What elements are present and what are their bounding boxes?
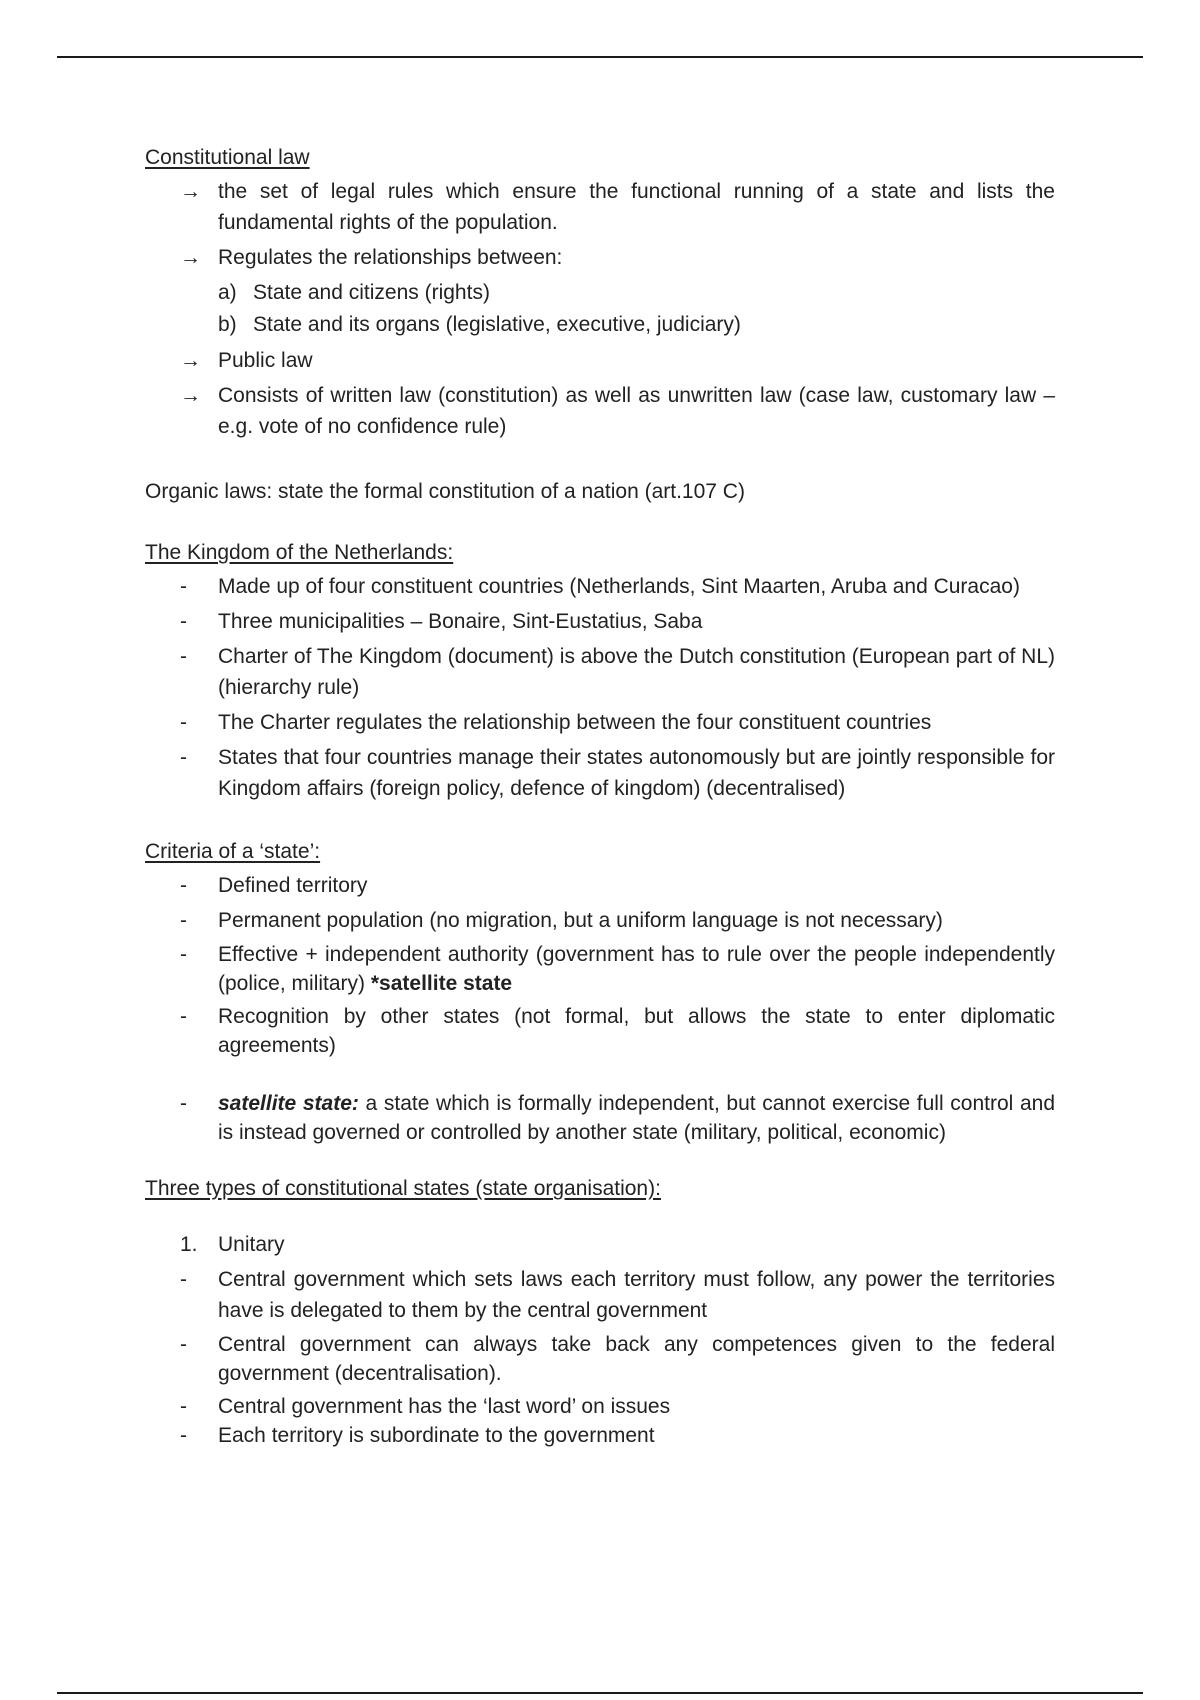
list-item-text: Central government which sets laws each territory must follow, any power the territories have is delegated to them by the central government bbox=[218, 1268, 1055, 1322]
satellite-state-definition: a state which is formally independent, but cannot exercise full control and is instead governed or controlled by another state (military, political, economic) bbox=[218, 1092, 1055, 1144]
sub-list-item bbox=[145, 277, 1055, 308]
list-item-text: Effective + independent authority (government has to rule over the people independently (police, military) bbox=[218, 943, 1055, 995]
bullet-dash: - bbox=[180, 874, 187, 897]
arrow-icon: → bbox=[180, 180, 201, 203]
section-title-three-types: Three types of constitutional states (state organisation): bbox=[145, 1177, 661, 1200]
list-item bbox=[145, 176, 1055, 238]
list-item-text: Permanent population (no migration, but a uniform language is not necessary) bbox=[218, 909, 943, 932]
bullet-dash: - bbox=[180, 1268, 187, 1291]
satellite-state-note: *satellite state bbox=[370, 972, 513, 995]
list-item bbox=[145, 905, 1055, 936]
sub-item-text: State and citizens (rights) bbox=[253, 281, 490, 304]
list-item-text: Charter of The Kingdom (document) is above the Dutch constitution (European part of NL) (hierarchy rule) bbox=[218, 645, 1055, 699]
list-item bbox=[145, 380, 1055, 442]
numbered-item-label: Unitary bbox=[218, 1233, 285, 1256]
list-item-text: Defined territory bbox=[218, 874, 368, 897]
arrow-icon: → bbox=[180, 246, 201, 269]
spacer bbox=[145, 1064, 1055, 1086]
list-item-text: States that four countries manage their states autonomously but are jointly responsible for Kingdom affairs (foreign policy, defence of kingdom) (decentralised) bbox=[218, 746, 1055, 800]
list-item-text: Consists of written law (constitution) as well as unwritten law (case law, customary law – e.g. vote of no confidence rule) bbox=[218, 384, 1055, 438]
section-title-criteria: Criteria of a ‘state’: bbox=[145, 840, 321, 863]
list-item bbox=[145, 742, 1055, 804]
spacer bbox=[145, 808, 1055, 836]
section-title-constitutional-law: Constitutional law bbox=[145, 146, 310, 169]
numbered-item bbox=[145, 1229, 1055, 1260]
list-item-text: Each territory is subordinate to the government bbox=[218, 1424, 655, 1447]
list-item bbox=[145, 345, 1055, 376]
bullet-dash: - bbox=[180, 943, 187, 966]
sub-item-marker: b) bbox=[218, 313, 237, 336]
spacer bbox=[145, 1151, 1055, 1173]
list-item-text: Public law bbox=[218, 349, 313, 372]
sub-item-text: State and its organs (legislative, executive, judiciary) bbox=[253, 313, 741, 336]
bullet-dash: - bbox=[180, 1092, 187, 1115]
list-item bbox=[145, 606, 1055, 637]
sub-list-item bbox=[145, 309, 1055, 340]
bullet-dash: - bbox=[180, 1424, 187, 1447]
bullet-dash: - bbox=[180, 1395, 187, 1418]
bullet-dash: - bbox=[180, 610, 187, 633]
criteria-list bbox=[145, 870, 1055, 1060]
sub-item-marker: a) bbox=[218, 281, 237, 304]
list-item bbox=[145, 870, 1055, 901]
list-item-text: Recognition by other states (not formal, but allows the state to enter diplomatic agreements) bbox=[218, 1005, 1055, 1057]
list-item bbox=[145, 707, 1055, 738]
satellite-definition-list bbox=[145, 1089, 1055, 1147]
satellite-state-term: satellite state: bbox=[218, 1092, 359, 1115]
page-top-rule bbox=[57, 56, 1143, 58]
bullet-dash: - bbox=[180, 575, 187, 598]
list-item bbox=[145, 571, 1055, 602]
bullet-dash: - bbox=[180, 711, 187, 734]
list-item bbox=[145, 1330, 1055, 1388]
arrow-icon: → bbox=[180, 384, 201, 407]
bullet-dash: - bbox=[180, 1005, 187, 1028]
list-item-text: Three municipalities – Bonaire, Sint-Eustatius, Saba bbox=[218, 610, 703, 633]
list-item bbox=[145, 1392, 1055, 1421]
list-item bbox=[145, 1089, 1055, 1147]
bullet-dash: - bbox=[180, 1333, 187, 1356]
spacer bbox=[145, 1204, 1055, 1226]
bullet-dash: - bbox=[180, 746, 187, 769]
list-item bbox=[145, 641, 1055, 703]
document-body bbox=[145, 142, 1055, 1454]
list-item bbox=[145, 1264, 1055, 1326]
page-bottom-rule bbox=[57, 1692, 1143, 1694]
section-title-kingdom: The Kingdom of the Netherlands: bbox=[145, 541, 454, 564]
list-item-text: The Charter regulates the relationship between the four constituent countries bbox=[218, 711, 932, 734]
list-item-text: Central government has the ‘last word’ on issues bbox=[218, 1395, 671, 1418]
organic-laws-line: Organic laws: state the formal constitution of a nation (art.107 C) bbox=[145, 480, 745, 503]
three-types-list bbox=[145, 1229, 1055, 1450]
kingdom-list bbox=[145, 571, 1055, 804]
list-item-text: Central government can always take back any competences given to the federal government (decentralisation). bbox=[218, 1333, 1055, 1385]
list-item-text: Regulates the relationships between: bbox=[218, 246, 563, 269]
constitutional-law-list bbox=[145, 176, 1055, 442]
bullet-dash: - bbox=[180, 645, 187, 668]
bullet-dash: - bbox=[180, 909, 187, 932]
list-item bbox=[145, 242, 1055, 273]
list-item bbox=[145, 1421, 1055, 1450]
list-item-text: Made up of four constituent countries (Netherlands, Sint Maarten, Aruba and Curacao) bbox=[218, 575, 1020, 598]
arrow-icon: → bbox=[180, 349, 201, 372]
spacer bbox=[145, 446, 1055, 476]
list-item bbox=[145, 940, 1055, 998]
list-item-text: the set of legal rules which ensure the functional running of a state and lists the fundamental rights of the population. bbox=[218, 180, 1055, 234]
number-marker: 1. bbox=[180, 1233, 198, 1256]
spacer bbox=[145, 507, 1055, 537]
list-item bbox=[145, 1002, 1055, 1060]
